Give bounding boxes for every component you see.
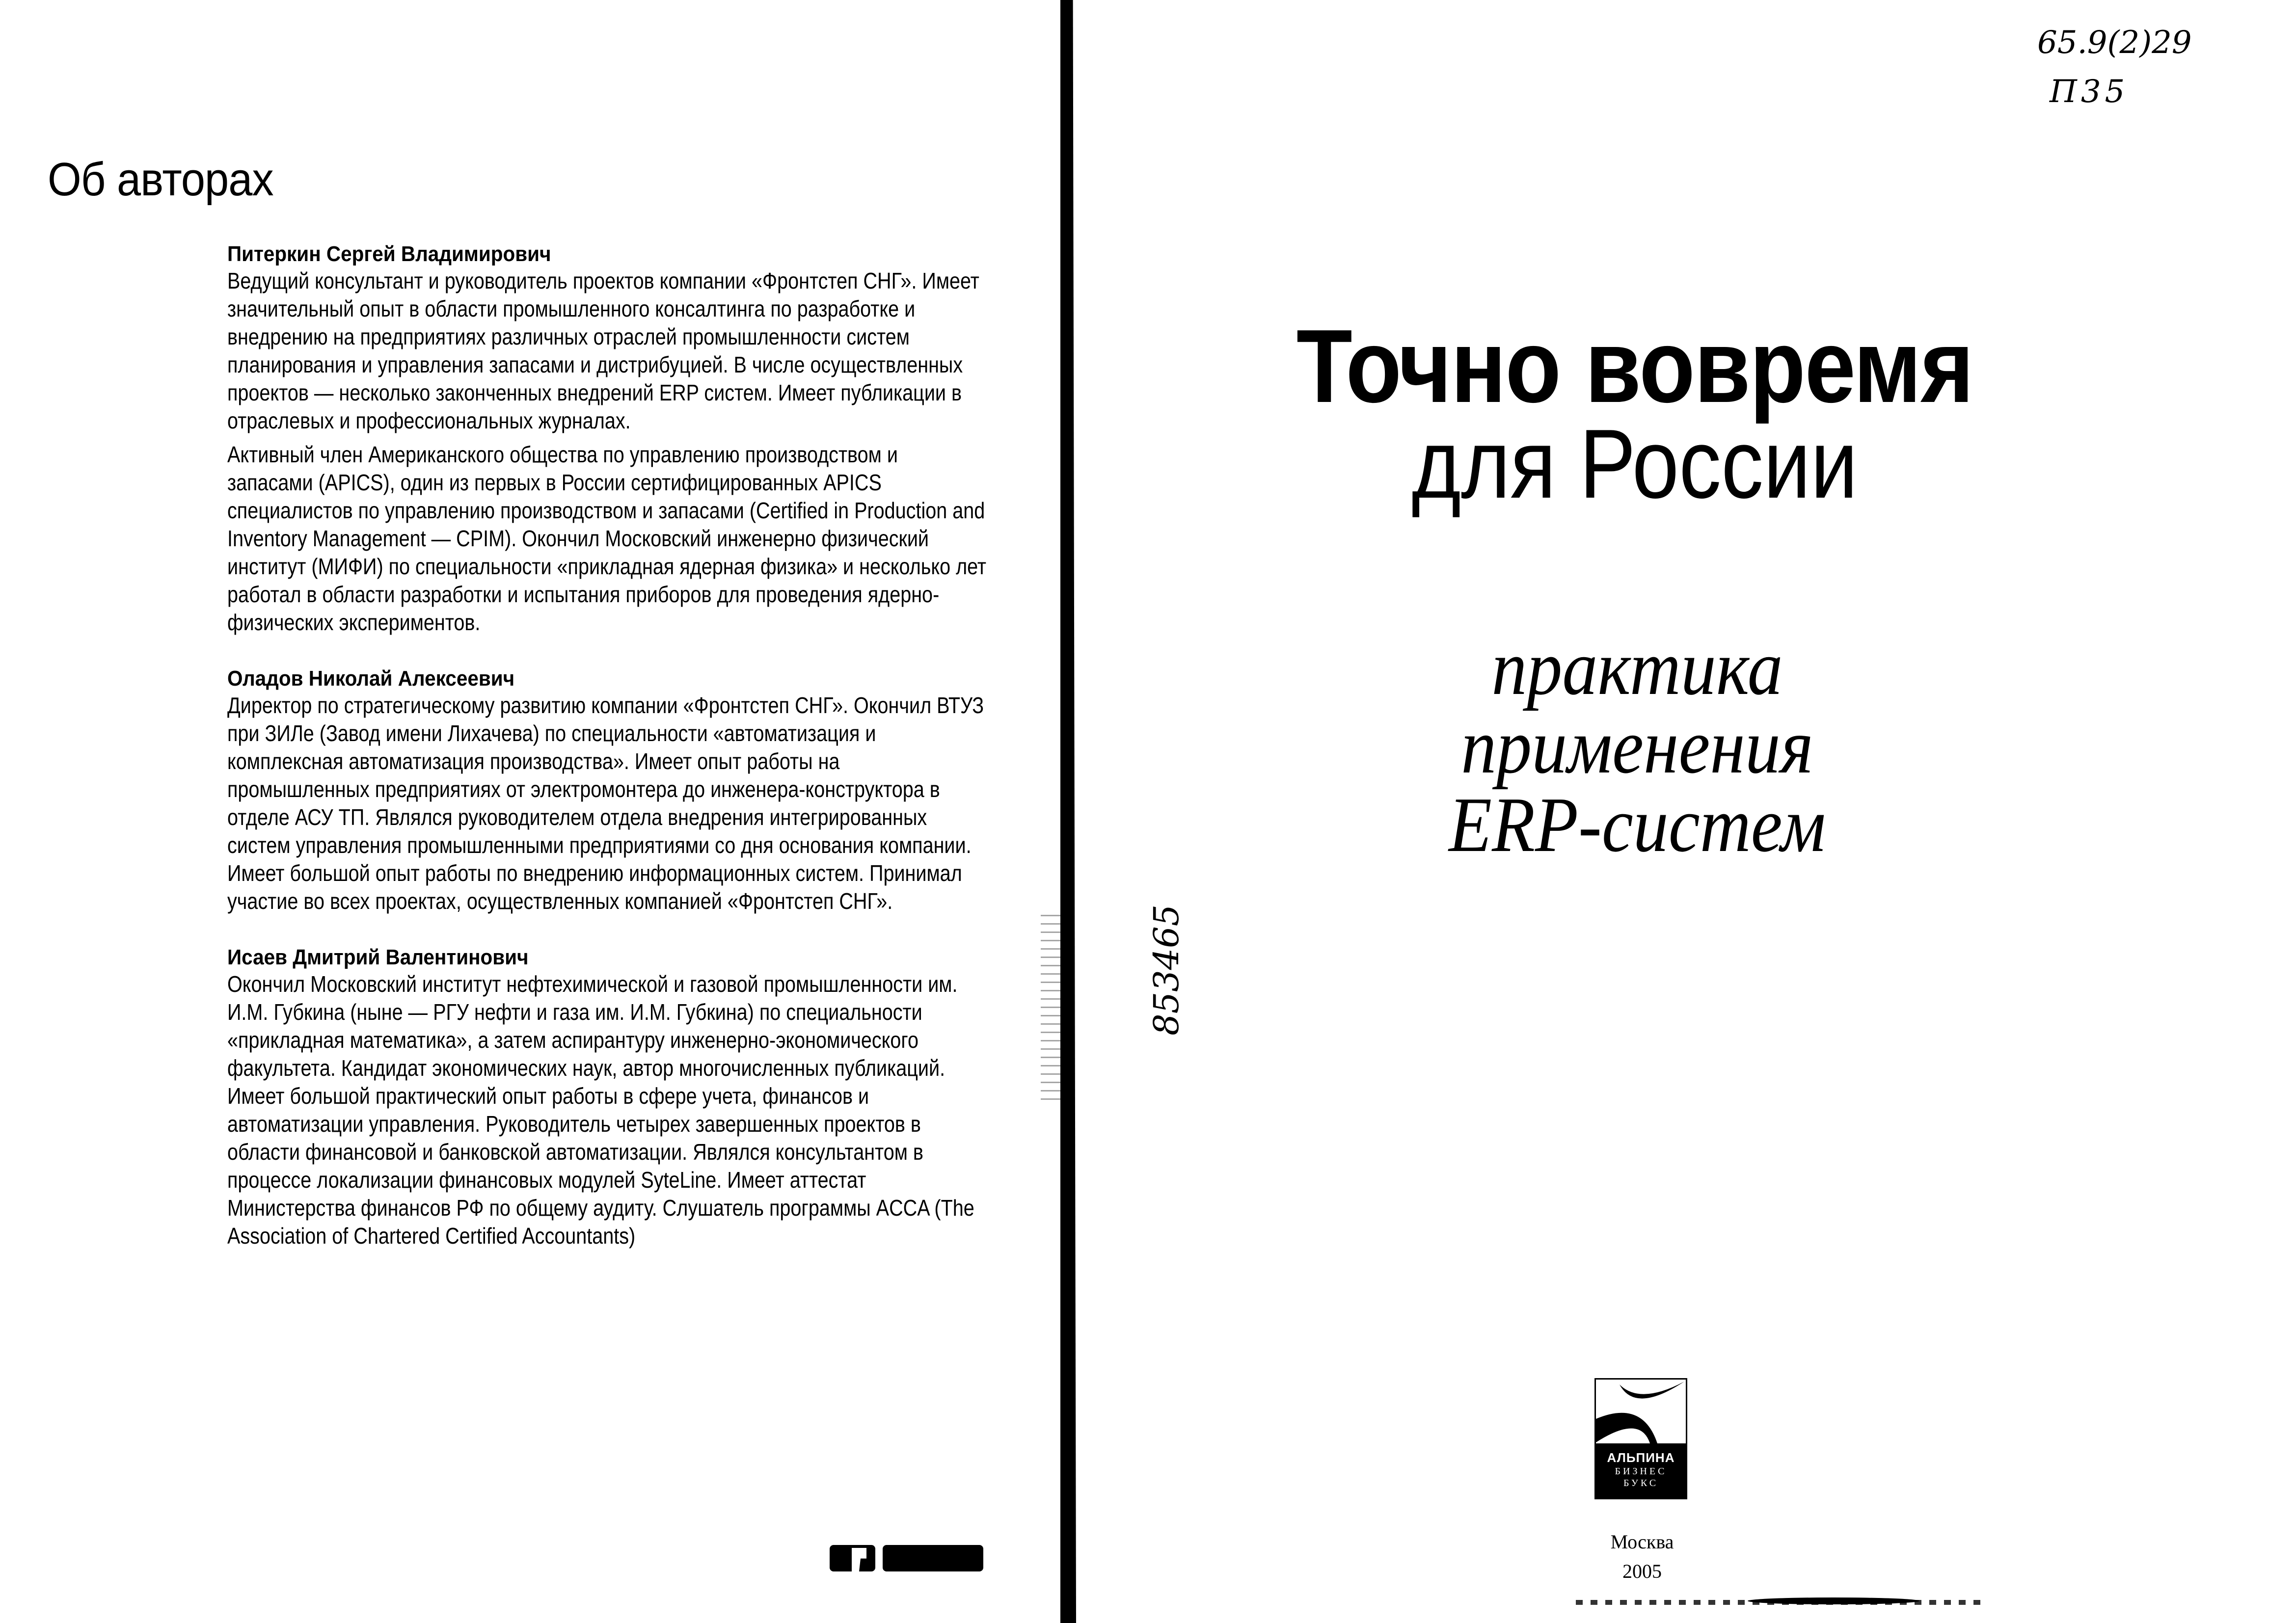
title-main: Точно вовремя (1296, 308, 1973, 424)
publisher-mark-icon (830, 1545, 875, 1571)
title-sub: для России (1411, 409, 1858, 519)
imprint-year: 2005 (1622, 1560, 1662, 1582)
subtitle-line: ERP-систем (1449, 781, 1826, 868)
logo-sub: БИЗНЕС (1615, 1466, 1667, 1477)
author-bio-paragraph: Окончил Московский институт нефтехимической и газовой промышленности им. И.М. Губкина (ныне — РГУ нефти и газа им. И.М. Губкина) по специальности «прикладная математика», а затем аспирантуру инженерно-экономического факультета. Кандидат экономических наук, автор многочисленных публикаций. Имеет большой практический опыт работы в сфере учета, финансов и автоматизации управления. Руководитель четырех завершенных проектов в области финансовой и банковской автоматизации. Являлся консультантом в процессе локализации финансовых модулей SyteLine. Имеет аттестат Министерства финансов РФ по общему аудиту. Слушатель программы ACCA (The Association of Chartered Certified Accountants) (227, 971, 974, 1249)
section-title: Об авторах (48, 153, 273, 206)
library-author-mark: П35 (2050, 74, 2129, 110)
book-subtitle (1375, 624, 1900, 868)
author-bio-paragraph: Ведущий консультант и руководитель проектов компании «Фронтстеп СНГ». Имеет значительный опыт в области промышленного консалтинга по разработке и внедрению на предприятиях различных отраслей промышленности систем планирования и управления запасами и дистрибуцией. В числе осуществленных проектов — несколько законченных внедрений ERP систем. Имеет публикации в отраслевых и профессиональных журналах. (227, 268, 979, 433)
book-spine-shadow (1060, 0, 1076, 1623)
logo-band (1596, 1443, 1686, 1498)
subtitle-line: применения (1461, 702, 1813, 790)
author-entry (227, 945, 993, 1250)
author-bio-paragraph: Директор по стратегическому развитию компании «Фронтстеп СНГ». Окончил ВТУЗ при ЗИЛе (Завод имени Лихачева) по специальности «автоматизация и комплексная автоматизация производства». Имеет опыт работы на промышленных предприятиях от электромонтера до инженера-конструктора в отделе АСУ ТП. Являлся руководителем отдела внедрения интегрированных систем управления промышленными предприятиями со дня основания компании. Имеет большой опыт работы по внедрению информационных систем. Принимал участие во всех проектах, осуществленных компанией «Фронтстеп СНГ». (227, 692, 984, 914)
author-name: Исаев Дмитрий Валентинович (227, 945, 529, 969)
author-entry (227, 666, 993, 915)
author-name: Питеркин Сергей Владимирович (227, 242, 551, 266)
scan-artifact (1748, 1597, 1919, 1604)
author-bio-paragraph: Активный член Американского общества по управлению производством и запасами (APICS), один из первых в России сертифицированных APICS специалистов по управлению производством и запасами (Certified in Production and Inventory Management — CPIM). Окончил Московский инженерно физический институт (МИФИ) по специальности «прикладная ядерная физика» и несколько лет работал в области разработки и испытания приборов для проведения ядерно-физических экспериментов. (227, 442, 986, 635)
subtitle-line: практика (1491, 624, 1783, 711)
arc-logo-icon (1596, 1380, 1687, 1446)
authors-list (227, 241, 993, 1250)
library-class-code: 65.9(2)29 (2037, 25, 2192, 61)
logo-sub: БУКС (1623, 1478, 1659, 1489)
book-title (1222, 308, 2047, 519)
imprint-city: Москва (1610, 1531, 1674, 1553)
author-name: Оладов Николай Алексеевич (227, 666, 515, 691)
footer-bar (883, 1545, 983, 1571)
left-page (0, 0, 1055, 1623)
author-entry (227, 241, 993, 637)
publisher-logo (1594, 1378, 1687, 1499)
inventory-number: 853465 (1146, 904, 1187, 1036)
logo-name: АЛЬПИНА (1607, 1450, 1675, 1465)
scan-noise (1041, 908, 1060, 1104)
